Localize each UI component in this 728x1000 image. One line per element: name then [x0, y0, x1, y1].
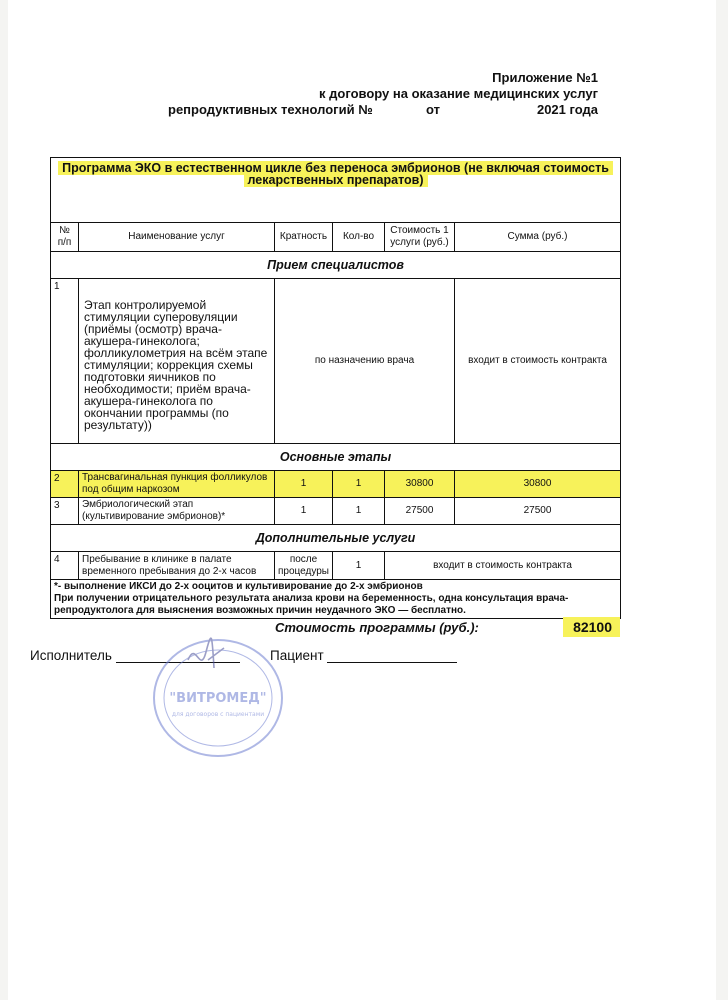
section-specialists: Прием специалистов — [51, 252, 621, 279]
program-total — [50, 617, 620, 639]
footnote-cell — [51, 580, 621, 619]
table-row — [51, 471, 621, 498]
total-label: Стоимость программы (руб.): — [275, 620, 479, 635]
service-sum: 27500 — [455, 498, 621, 525]
footnote-row — [51, 580, 621, 619]
row-number: 4 — [51, 552, 79, 580]
contract-reference: к договору на оказание медицинских услуг — [319, 86, 598, 101]
row-number: 3 — [51, 498, 79, 525]
service-multiplicity: после процедуры — [275, 552, 333, 580]
total-value: 82100 — [563, 617, 620, 637]
col-unit-price-header: Стоимость 1 услуги (руб.) — [385, 223, 455, 252]
document-header — [168, 70, 598, 118]
service-schedule: по назначению врача — [275, 279, 455, 444]
service-name: Этап контролируемой стимуляции суперовуляции (приёмы (осмотр) врача-акушера-гинеколога; фолликулометрия на всём этапе стимуляции; коррекция схемы подготовки яичников по необходимости; приём врача-акушера-гинеколога по окончании программы (по результату)) — [79, 279, 275, 444]
service-unit-price: 27500 — [385, 498, 455, 525]
patient-label: Пациент — [270, 648, 324, 663]
stamp-name: "ВИТРОМЕД" — [169, 691, 267, 706]
col-sum-header: Сумма (руб.) — [455, 223, 621, 252]
section-main-stages: Основные этапы — [51, 444, 621, 471]
document-page — [8, 0, 716, 1000]
stamp-subtitle: для договоров с пациентами — [171, 711, 265, 718]
col-num-header: № п/п — [51, 223, 79, 252]
program-title: Программа ЭКО в естественном цикле без переноса эмбрионов (не включая стоимость лекарственных препаратов) — [58, 161, 613, 187]
contract-number-line — [168, 102, 598, 118]
column-header-row — [51, 223, 621, 252]
program-title-cell — [51, 158, 621, 223]
executor-label: Исполнитель — [30, 648, 112, 663]
row-number: 2 — [51, 471, 79, 498]
service-qty: 1 — [333, 498, 385, 525]
service-name: Пребывание в клинике в палате временного пребывания до 2-х часов — [79, 552, 275, 580]
contract-year: 2021 года — [536, 102, 598, 117]
patient-signature — [270, 648, 457, 663]
appendix-title: Приложение №1 — [492, 70, 598, 85]
section-row — [51, 525, 621, 552]
section-row — [51, 444, 621, 471]
section-additional: Дополнительные услуги — [51, 525, 621, 552]
service-sum: входит в стоимость контракта — [455, 279, 621, 444]
service-name: Трансвагинальная пункция фолликулов под общим наркозом — [79, 471, 275, 498]
table-row — [51, 498, 621, 525]
service-multiplicity: 1 — [275, 471, 333, 498]
table-row — [51, 552, 621, 580]
handwritten-signature — [188, 638, 224, 668]
footnote-icsi: *- выполнение ИКСИ до 2-х ооцитов и культивирование до 2-х эмбрионов — [54, 581, 423, 592]
col-name-header: Наименование услуг — [79, 223, 275, 252]
service-multiplicity: 1 — [275, 498, 333, 525]
col-qty-header: Кол-во — [333, 223, 385, 252]
service-name: Эмбриологический этап (культивирование эмбрионов)* — [79, 498, 275, 525]
contract-number-label: репродуктивных технологий № — [168, 102, 373, 117]
contract-date-label: от — [426, 102, 440, 117]
col-multiplicity-header: Кратность — [275, 223, 333, 252]
service-qty: 1 — [333, 471, 385, 498]
patient-signature-line — [327, 648, 457, 663]
row-number: 1 — [51, 279, 79, 444]
service-unit-price: 30800 — [385, 471, 455, 498]
services-table — [50, 157, 621, 619]
footnote-consultation: При получении отрицательного результата анализа крови на беременность, одна консультация врача-репродуктолога для выяснения возможных причин неудачного ЭКО — бесплатно. — [54, 593, 569, 616]
service-sum: 30800 — [455, 471, 621, 498]
service-qty: 1 — [333, 552, 385, 580]
section-row — [51, 252, 621, 279]
service-sum: входит в стоимость контракта — [385, 552, 621, 580]
clinic-stamp — [148, 630, 288, 760]
table-row — [51, 279, 621, 444]
